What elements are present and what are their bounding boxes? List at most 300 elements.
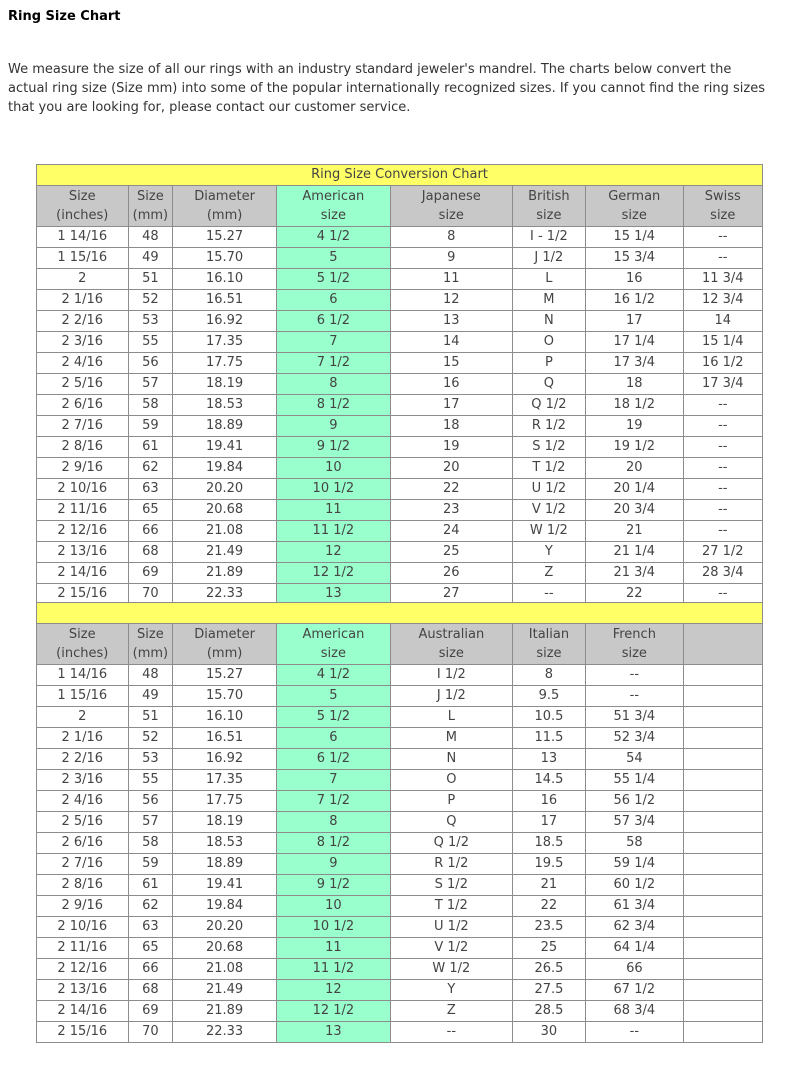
column-header-line: size: [320, 646, 346, 661]
intro-line: We measure the size of all our rings with an industry standard jeweler's mandrel. The charts below convert the: [8, 62, 732, 77]
table-cell: 53: [128, 749, 173, 770]
table-cell: 21.49: [173, 980, 277, 1001]
column-header-line: French: [612, 627, 656, 642]
column-header-line: Italian: [528, 627, 570, 642]
table-cell: Q 1/2: [512, 395, 585, 416]
table-cell: 70: [128, 584, 173, 605]
table-cell: P: [390, 791, 512, 812]
table-cell: 10: [276, 458, 390, 479]
table-cell: 57: [128, 812, 173, 833]
table-cell: --: [683, 227, 762, 248]
table-cell: 6: [276, 290, 390, 311]
table-cell: 16: [585, 269, 683, 290]
table-cell: --: [683, 248, 762, 269]
table-row: [37, 833, 763, 854]
table-row: [37, 854, 763, 875]
table-row: [37, 812, 763, 833]
table-cell: 11 3/4: [683, 269, 762, 290]
table-cell: 2 6/16: [37, 833, 129, 854]
table-cell: 25: [390, 542, 512, 563]
column-header-line: Size: [68, 627, 96, 642]
column-header-line: [684, 625, 762, 644]
table-cell: 20.68: [173, 938, 277, 959]
table-cell: --: [586, 665, 684, 686]
table-cell: 64 1/4: [586, 938, 684, 959]
table-cell: 56 1/2: [586, 791, 684, 812]
table-row: [37, 917, 763, 938]
table-cell: 20 1/4: [585, 479, 683, 500]
table-cell: 14: [390, 332, 512, 353]
table-cell: 13: [512, 749, 585, 770]
table-cell: 54: [586, 749, 684, 770]
table-cell: L: [390, 707, 512, 728]
table-cell: 15.70: [173, 248, 277, 269]
table-cell: 65: [128, 938, 173, 959]
table-cell: 20.68: [173, 500, 277, 521]
table-cell: 8 1/2: [276, 833, 390, 854]
table-cell: 14.5: [512, 770, 585, 791]
table-cell: 49: [128, 248, 173, 269]
table-cell: 19.84: [173, 896, 277, 917]
column-header-line: size: [621, 646, 647, 661]
table-row: [37, 1022, 763, 1043]
table-cell: --: [683, 416, 762, 437]
column-header: [683, 186, 762, 227]
table-cell: Q: [390, 812, 512, 833]
table-cell: 58: [586, 833, 684, 854]
column-header-line: size: [536, 646, 562, 661]
column-header: [276, 624, 390, 665]
column-header-line: Diameter: [194, 627, 255, 642]
table-cell: 18 1/2: [585, 395, 683, 416]
table-cell: 53: [128, 311, 173, 332]
table-cell: 21: [585, 521, 683, 542]
table-cell: 21: [512, 875, 585, 896]
table-cell: 23: [390, 500, 512, 521]
table-cell: 2 4/16: [37, 791, 129, 812]
table-cell: [683, 854, 762, 875]
table-cell: 17: [512, 812, 585, 833]
table-cell: R 1/2: [390, 854, 512, 875]
column-header: [586, 624, 684, 665]
table-cell: 62: [128, 458, 173, 479]
column-header-line: Australian: [418, 627, 485, 642]
table-cell: 8: [276, 374, 390, 395]
table-cell: M: [390, 728, 512, 749]
table-cell: 2 5/16: [37, 812, 129, 833]
table-cell: 10 1/2: [276, 479, 390, 500]
table-row: [37, 437, 763, 458]
table-cell: 2 12/16: [37, 521, 129, 542]
table-cell: 16: [512, 791, 585, 812]
table-row: [37, 896, 763, 917]
table-cell: Q 1/2: [390, 833, 512, 854]
table-cell: 57: [128, 374, 173, 395]
table-cell: W 1/2: [390, 959, 512, 980]
intro-line: that you are looking for, please contact our customer service.: [8, 100, 411, 115]
table-cell: 21.08: [173, 521, 277, 542]
table-cell: 13: [390, 311, 512, 332]
table-cell: 2 13/16: [37, 542, 129, 563]
table-cell: 19 1/2: [585, 437, 683, 458]
table-caption-row: [37, 165, 763, 186]
column-header: [173, 186, 277, 227]
table-cell: 10 1/2: [276, 917, 390, 938]
table-cell: 2 12/16: [37, 959, 129, 980]
table-cell: 51: [128, 269, 173, 290]
table-cell: 2 4/16: [37, 353, 129, 374]
table-cell: [683, 728, 762, 749]
table-cell: 19.41: [173, 875, 277, 896]
table-cell: 15.27: [173, 665, 277, 686]
table-cell: 1 15/16: [37, 686, 129, 707]
table-cell: 18.89: [173, 854, 277, 875]
table-cell: 2 15/16: [37, 1022, 129, 1043]
table-cell: M: [512, 290, 585, 311]
table-cell: 19: [585, 416, 683, 437]
table-cell: [683, 1001, 762, 1022]
table-row: [37, 290, 763, 311]
table-cell: 2 1/16: [37, 728, 129, 749]
table-cell: 9 1/2: [276, 875, 390, 896]
table-cell: 12: [390, 290, 512, 311]
table-cell: 13: [276, 584, 390, 605]
table-cell: 18: [390, 416, 512, 437]
table-cell: 19: [390, 437, 512, 458]
table-cell: 17 1/4: [585, 332, 683, 353]
column-header: [173, 624, 277, 665]
table-header-row: [37, 624, 763, 665]
table-separator-row: [37, 603, 763, 624]
table-cell: --: [390, 1022, 512, 1043]
table-row: [37, 353, 763, 374]
table-cell: [683, 980, 762, 1001]
table-cell: 24: [390, 521, 512, 542]
table-cell: 5 1/2: [276, 269, 390, 290]
table-cell: 2 9/16: [37, 458, 129, 479]
table-cell: 2 10/16: [37, 917, 129, 938]
column-header: [683, 624, 762, 665]
table-cell: 56: [128, 791, 173, 812]
table-cell: [683, 1022, 762, 1043]
table-cell: 11.5: [512, 728, 585, 749]
table-row: [37, 686, 763, 707]
table-cell: 55 1/4: [586, 770, 684, 791]
table-cell: L: [512, 269, 585, 290]
column-header: [390, 624, 512, 665]
table-cell: 22: [390, 479, 512, 500]
column-header-line: American: [302, 627, 365, 642]
table-cell: 11: [276, 500, 390, 521]
table-cell: Z: [512, 563, 585, 584]
table-cell: 20.20: [173, 917, 277, 938]
table-cell: T 1/2: [512, 458, 585, 479]
table-cell: 28.5: [512, 1001, 585, 1022]
table-cell: 18.53: [173, 395, 277, 416]
table-row: [37, 479, 763, 500]
table-cell: 15 1/4: [683, 332, 762, 353]
table-cell: Y: [390, 980, 512, 1001]
column-header: [512, 186, 585, 227]
table-cell: 10: [276, 896, 390, 917]
table-cell: 27 1/2: [683, 542, 762, 563]
column-header-line: Size: [137, 189, 164, 204]
table-cell: 21 1/4: [585, 542, 683, 563]
column-header-line: (inches): [56, 208, 109, 223]
table-cell: 17.75: [173, 791, 277, 812]
column-header-line: (mm): [206, 208, 243, 223]
table-cell: 66: [586, 959, 684, 980]
table-cell: --: [683, 437, 762, 458]
column-header: [128, 186, 173, 227]
table-cell: 16.10: [173, 707, 277, 728]
table-cell: 1 15/16: [37, 248, 129, 269]
table-cell: 69: [128, 563, 173, 584]
table-cell: [683, 749, 762, 770]
table-cell: 62: [128, 896, 173, 917]
table-cell: 20 3/4: [585, 500, 683, 521]
table-cell: 22.33: [173, 1022, 277, 1043]
table-cell: --: [683, 479, 762, 500]
table-cell: 51 3/4: [586, 707, 684, 728]
table-cell: 62 3/4: [586, 917, 684, 938]
table-cell: 21 3/4: [585, 563, 683, 584]
table-cell: 15.27: [173, 227, 277, 248]
table-cell: 17: [585, 311, 683, 332]
table-cell: 11 1/2: [276, 521, 390, 542]
column-header-line: (mm): [206, 646, 243, 661]
column-header-line: [684, 644, 762, 663]
table-cell: 20: [390, 458, 512, 479]
table-cell: 7: [276, 770, 390, 791]
table-cell: 28 3/4: [683, 563, 762, 584]
table-cell: J 1/2: [512, 248, 585, 269]
table-cell: 18.19: [173, 374, 277, 395]
table-cell: 2 11/16: [37, 938, 129, 959]
table-cell: 2 14/16: [37, 1001, 129, 1022]
table-cell: 22.33: [173, 584, 277, 605]
table-cell: [683, 896, 762, 917]
table-cell: --: [512, 584, 585, 605]
table-cell: 16 1/2: [683, 353, 762, 374]
column-header: [512, 624, 585, 665]
table-cell: 61: [128, 875, 173, 896]
table-cell: [683, 707, 762, 728]
table-cell: --: [586, 1022, 684, 1043]
table-cell: N: [390, 749, 512, 770]
table-row: [37, 395, 763, 416]
table-row: [37, 875, 763, 896]
table-cell: 20.20: [173, 479, 277, 500]
column-header-line: size: [536, 208, 562, 223]
table-separator: [37, 603, 763, 624]
table-cell: 61: [128, 437, 173, 458]
table-cell: 2 5/16: [37, 374, 129, 395]
table-cell: 2 1/16: [37, 290, 129, 311]
table-cell: 52 3/4: [586, 728, 684, 749]
table-row: [37, 1001, 763, 1022]
table-cell: 52: [128, 728, 173, 749]
table-cell: 59: [128, 854, 173, 875]
table-cell: 19.41: [173, 437, 277, 458]
table-cell: 2 10/16: [37, 479, 129, 500]
table-cell: 5 1/2: [276, 707, 390, 728]
table-cell: 8: [512, 665, 585, 686]
table-row: [37, 770, 763, 791]
table-row: [37, 707, 763, 728]
column-header: [585, 186, 683, 227]
table-cell: 2 15/16: [37, 584, 129, 605]
table-row: [37, 791, 763, 812]
table-cell: 4 1/2: [276, 227, 390, 248]
table-cell: 16: [390, 374, 512, 395]
table-cell: 16 1/2: [585, 290, 683, 311]
column-header-line: size: [621, 208, 647, 223]
table-row: [37, 227, 763, 248]
table-row: [37, 458, 763, 479]
table-cell: 52: [128, 290, 173, 311]
table-row: [37, 500, 763, 521]
table-row: [37, 311, 763, 332]
table-cell: 13: [276, 1022, 390, 1043]
table-cell: 10.5: [512, 707, 585, 728]
table-cell: 2: [37, 269, 129, 290]
table-cell: S 1/2: [512, 437, 585, 458]
table-cell: 15 3/4: [585, 248, 683, 269]
table-cell: 67 1/2: [586, 980, 684, 1001]
table-cell: 60 1/2: [586, 875, 684, 896]
table-cell: 51: [128, 707, 173, 728]
table-cell: 1 14/16: [37, 665, 129, 686]
table-cell: 63: [128, 917, 173, 938]
table-cell: [683, 938, 762, 959]
table-cell: 6 1/2: [276, 311, 390, 332]
table-cell: V 1/2: [512, 500, 585, 521]
table-cell: 16.51: [173, 290, 277, 311]
table-cell: V 1/2: [390, 938, 512, 959]
table-cell: 27: [390, 584, 512, 605]
table-cell: 48: [128, 665, 173, 686]
table-cell: 7: [276, 332, 390, 353]
table-cell: 6: [276, 728, 390, 749]
column-header-line: size: [320, 208, 346, 223]
table-cell: Z: [390, 1001, 512, 1022]
table-cell: 9: [276, 416, 390, 437]
table-cell: O: [390, 770, 512, 791]
table-row: [37, 248, 763, 269]
table-cell: 61 3/4: [586, 896, 684, 917]
column-header-line: American: [302, 189, 365, 204]
table-cell: 8 1/2: [276, 395, 390, 416]
table-cell: --: [683, 458, 762, 479]
table-row: [37, 980, 763, 1001]
table-cell: 17.35: [173, 770, 277, 791]
table-row: [37, 959, 763, 980]
table-cell: S 1/2: [390, 875, 512, 896]
table-row: [37, 542, 763, 563]
table-cell: 9: [390, 248, 512, 269]
table-row: [37, 749, 763, 770]
table-cell: 17.75: [173, 353, 277, 374]
table-cell: 2 13/16: [37, 980, 129, 1001]
table-cell: 56: [128, 353, 173, 374]
table-cell: 18.19: [173, 812, 277, 833]
conversion-table-2: [36, 602, 763, 1043]
table-cell: 2 7/16: [37, 416, 129, 437]
column-header-line: size: [438, 646, 464, 661]
table-cell: 17.35: [173, 332, 277, 353]
table-cell: 21.49: [173, 542, 277, 563]
intro-paragraph: [8, 60, 792, 117]
column-header-line: (mm): [132, 646, 169, 661]
table-cell: [683, 917, 762, 938]
table-cell: [683, 875, 762, 896]
table-cell: 8: [390, 227, 512, 248]
table-cell: J 1/2: [390, 686, 512, 707]
table-cell: 16.92: [173, 749, 277, 770]
table-row: [37, 521, 763, 542]
table-cell: 11: [276, 938, 390, 959]
column-header-line: British: [528, 189, 570, 204]
table-cell: 2 8/16: [37, 875, 129, 896]
table-cell: 26: [390, 563, 512, 584]
table-cell: 2 6/16: [37, 395, 129, 416]
column-header-line: (mm): [132, 208, 169, 223]
table-cell: 16.10: [173, 269, 277, 290]
table-cell: 63: [128, 479, 173, 500]
conversion-table-1: [36, 164, 763, 605]
column-header-line: size: [438, 208, 464, 223]
column-header-line: German: [608, 189, 661, 204]
table-cell: N: [512, 311, 585, 332]
table-cell: 12 3/4: [683, 290, 762, 311]
table-cell: 21.89: [173, 563, 277, 584]
table-header-row: [37, 186, 763, 227]
table-cell: --: [683, 500, 762, 521]
table-cell: 8: [276, 812, 390, 833]
table-cell: 69: [128, 1001, 173, 1022]
table-cell: 55: [128, 332, 173, 353]
table-cell: 2 11/16: [37, 500, 129, 521]
table-cell: 12 1/2: [276, 1001, 390, 1022]
table-cell: 7 1/2: [276, 791, 390, 812]
table-row: [37, 416, 763, 437]
table-cell: U 1/2: [390, 917, 512, 938]
table-cell: I 1/2: [390, 665, 512, 686]
table-cell: 17: [390, 395, 512, 416]
table-cell: 15: [390, 353, 512, 374]
column-header-line: Diameter: [194, 189, 255, 204]
table-cell: [683, 833, 762, 854]
table-cell: 15.70: [173, 686, 277, 707]
page-title: Ring Size Chart: [8, 9, 121, 24]
table-cell: 11 1/2: [276, 959, 390, 980]
table-cell: 18.89: [173, 416, 277, 437]
table-cell: [683, 770, 762, 791]
table-cell: 12: [276, 980, 390, 1001]
table-cell: 68: [128, 542, 173, 563]
table-cell: 23.5: [512, 917, 585, 938]
table-cell: 22: [512, 896, 585, 917]
table-cell: 14: [683, 311, 762, 332]
table-row: [37, 665, 763, 686]
table-cell: [683, 791, 762, 812]
table-cell: 18: [585, 374, 683, 395]
table-cell: O: [512, 332, 585, 353]
table-cell: 49: [128, 686, 173, 707]
table-cell: 21.08: [173, 959, 277, 980]
table-cell: 66: [128, 959, 173, 980]
